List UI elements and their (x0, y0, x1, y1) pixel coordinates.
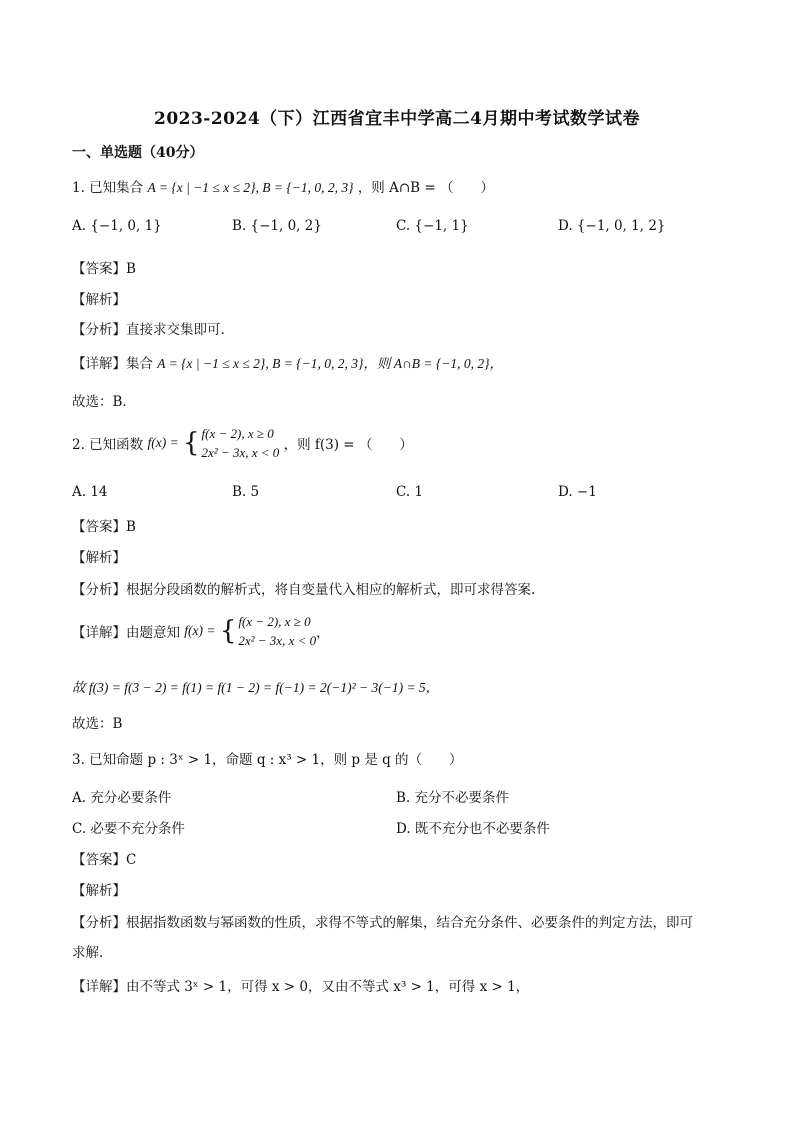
q1-tail: ，则 A∩B = （ ） (357, 180, 494, 196)
fenxi-label: 【分析】 (72, 322, 126, 338)
q2-fenxi-text: 根据分段函数的解析式，将自变量代入相应的解析式，即可求得答案. (126, 582, 536, 598)
q3-option-c: C. 必要不充分条件 (72, 821, 185, 837)
q1-conclusion: 故选：B． (72, 394, 136, 410)
answer-label: 【答案】 (72, 852, 126, 868)
page-title: 2023-2024（下）江西省宜丰中学高二4月期中考试数学试卷 (153, 109, 640, 129)
q2-option-b: B. 5 (232, 484, 260, 500)
q1-fenxi (72, 318, 225, 338)
q2-detail-piece-2: 2x² − 3x, x < 0 (238, 633, 317, 648)
q2-detail-fx: f(x) = (184, 623, 216, 638)
q3-option-d: D. 既不充分也不必要条件 (396, 821, 550, 837)
q3-fenxi-line-2: 求解. (72, 945, 104, 961)
fenxi-label: 【分析】 (72, 582, 126, 598)
question-3-stem: 3. 已知命题 p : 3ˣ > 1，命题 q : x³ > 1，则 p 是 q 的（ ） (72, 752, 463, 768)
q3-fenxi (72, 911, 693, 931)
q2-detail-tail: ， (316, 625, 330, 641)
q2-option-a: A. 14 (72, 484, 108, 500)
brace-icon: { (219, 616, 237, 646)
q2-conclusion: 故选：B (72, 716, 123, 732)
q3-option-b: B. 充分不必要条件 (396, 790, 510, 806)
q3-option-a: A. 充分必要条件 (72, 790, 172, 806)
q1-detail-math: A = {x | −1 ≤ x ≤ 2}, B = {−1, 0, 2, 3}，则 A∩B = {−1, 0, 2}， (157, 356, 503, 371)
brace-icon: { (182, 428, 200, 458)
question-2-stem (72, 424, 413, 462)
q2-option-c: C. 1 (396, 484, 424, 500)
q1-answer-value: B (126, 261, 136, 277)
q2-detail-piece-1: f(x − 2), x ≥ 0 (238, 614, 311, 629)
answer-label: 【答案】 (72, 261, 126, 277)
q3-answer-value: C (126, 852, 137, 868)
q1-option-b: B. {−1, 0, 2} (232, 218, 322, 234)
q2-piece-1: f(x − 2), x ≥ 0 (201, 426, 274, 441)
q2-piecewise (202, 424, 280, 462)
q2-analysis-label: 【解析】 (72, 550, 126, 566)
q3-analysis-label: 【解析】 (72, 883, 126, 899)
q1-detail (72, 352, 503, 372)
q2-detail-piecewise (238, 612, 316, 650)
q2-tail: ，则 f(3) = （ ） (283, 437, 413, 453)
q2-fx: f(x) = (147, 435, 179, 450)
q2-detail-prefix: 由题意知 (126, 625, 180, 641)
q2-calculation: 故 f(3) = f(3 − 2) = f(1) = f(1 − 2) = f(−1) = 2(−1)² − 3(−1) = 5， (72, 680, 440, 695)
fenxi-label: 【分析】 (72, 915, 126, 931)
q1-detail-prefix: 集合 (126, 356, 153, 372)
q1-option-a: A. {−1, 0, 1} (72, 218, 162, 234)
q1-set-expression: A = {x | −1 ≤ x ≤ 2}, B = {−1, 0, 2, 3} (147, 180, 354, 195)
q1-answer (72, 257, 136, 277)
q2-prefix: 2. 已知函数 (72, 437, 144, 453)
answer-label: 【答案】 (72, 519, 126, 535)
q3-detail (72, 975, 529, 995)
detail-label: 【详解】 (72, 625, 126, 641)
q2-answer (72, 515, 136, 535)
q1-option-c: C. {−1, 1} (396, 218, 469, 234)
q3-fenxi-text: 根据指数函数与幂函数的性质，求得不等式的解集，结合充分条件、必要条件的判定方法，即可 (126, 915, 693, 931)
question-1-stem (72, 176, 494, 196)
q3-answer (72, 848, 136, 868)
q2-piece-2: 2x² − 3x, x < 0 (201, 445, 280, 460)
q1-fenxi-text: 直接求交集即可. (126, 322, 225, 338)
q2-detail (72, 612, 330, 650)
q1-prefix: 1. 已知集合 (72, 180, 144, 196)
q2-answer-value: B (126, 519, 136, 535)
section-heading: 一、单选题（40分） (72, 145, 204, 161)
detail-label: 【详解】 (72, 979, 126, 995)
q1-analysis-label: 【解析】 (72, 292, 126, 308)
q2-option-d: D. −1 (558, 484, 597, 500)
detail-label: 【详解】 (72, 356, 126, 372)
q2-fenxi (72, 578, 535, 598)
q3-detail-text: 由不等式 3ˣ > 1，可得 x > 0，又由不等式 x³ > 1，可得 x > 1， (126, 979, 530, 995)
q1-option-d: D. {−1, 0, 1, 2} (558, 218, 666, 234)
